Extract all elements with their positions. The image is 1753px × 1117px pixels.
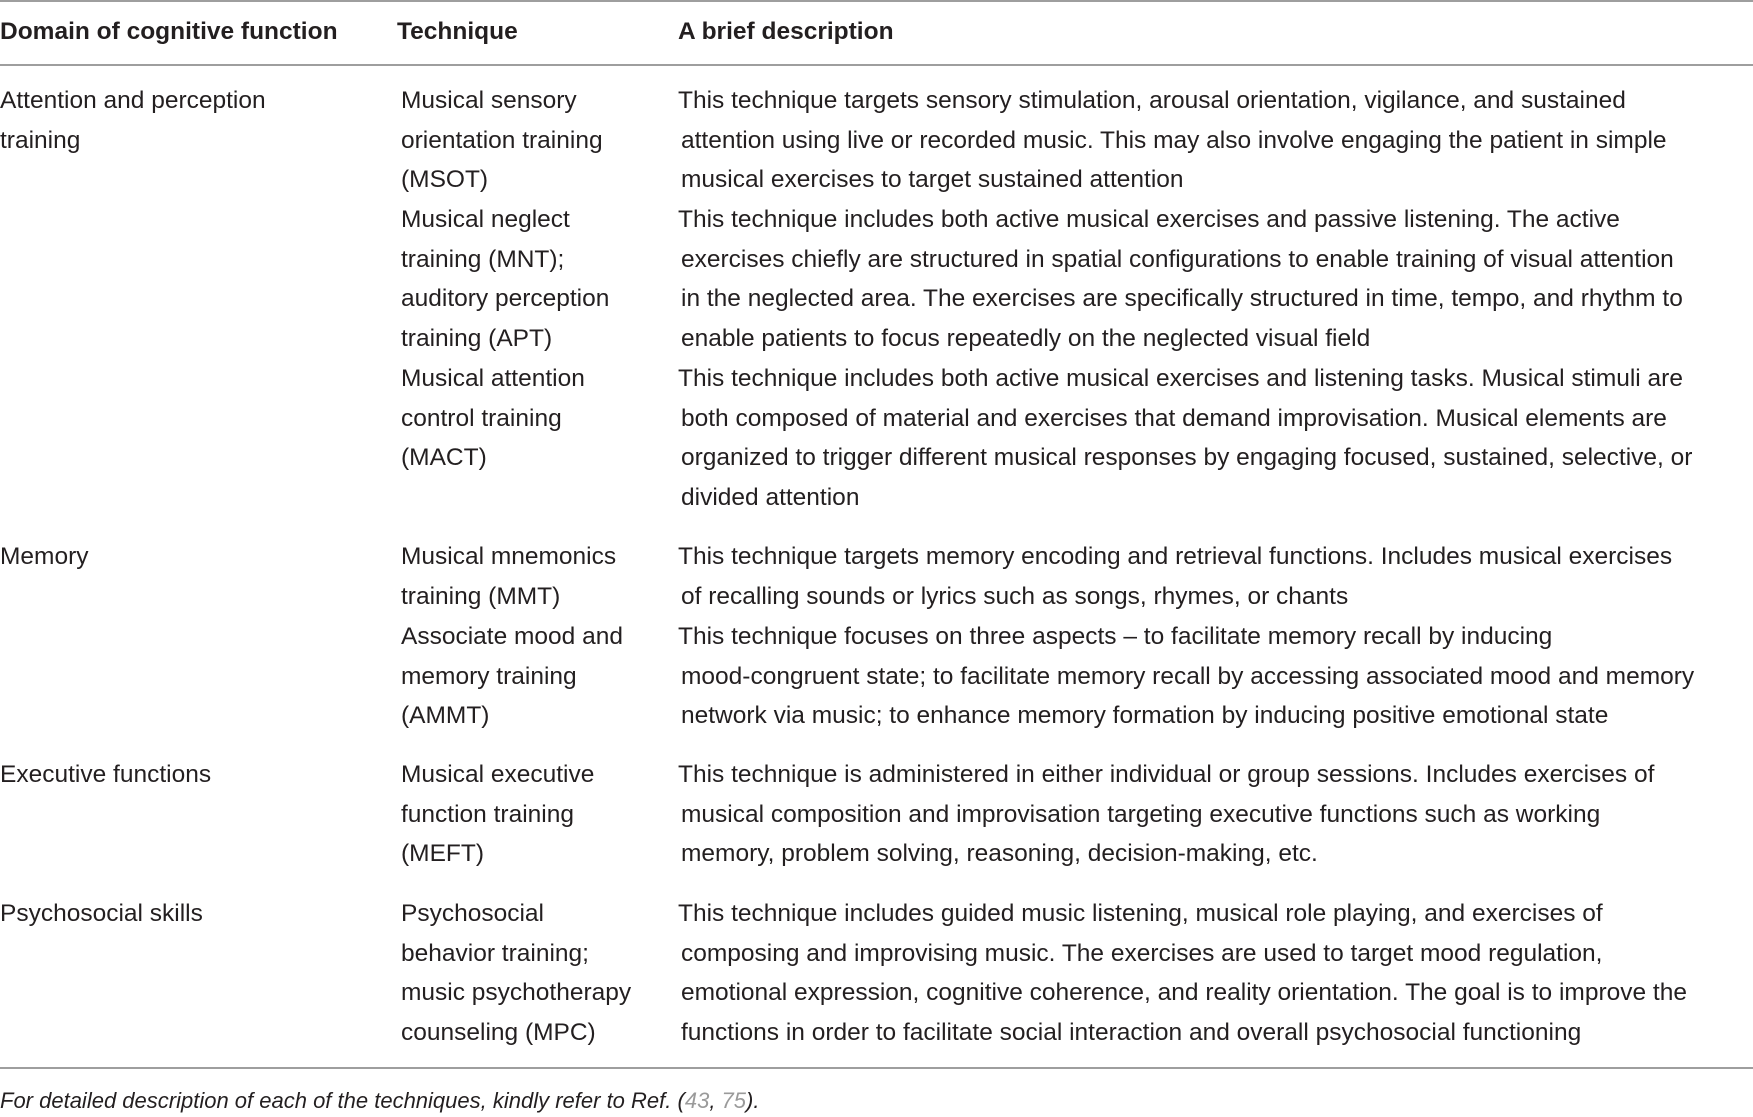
description-line: enable patients to focus repeatedly on the neglected visual field: [681, 325, 1371, 353]
footnote-text: For detailed description of each of the techniques, kindly refer to Ref. (: [0, 1088, 685, 1113]
header-technique: Technique: [397, 18, 518, 45]
description-line: This technique targets sensory stimulation, arousal orientation, vigilance, and sustained: [678, 87, 1626, 114]
description-line: emotional expression, cognitive coherence, and reality orientation. The goal is to improve the: [681, 979, 1687, 1007]
domain-line: Executive functions: [0, 761, 212, 788]
table-cell-description: [678, 359, 1692, 518]
description-line: composing and improvising music. The exercises are used to target mood regulation,: [681, 939, 1603, 967]
technique-line: counseling (MPC): [401, 1019, 596, 1047]
description-line: attention using live or recorded music. This may also involve engaging the patient in simple: [681, 126, 1667, 154]
description-line: This technique includes both active musical exercises and passive listening. The active: [678, 206, 1620, 233]
table-footnote: [0, 1087, 759, 1115]
technique-line: Musical executive: [401, 761, 595, 788]
table-cell-technique: [401, 537, 616, 616]
table-cell-description: [678, 894, 1687, 1053]
technique-line: auditory perception: [401, 285, 610, 313]
reference-link-43[interactable]: 43: [684, 1088, 710, 1113]
technique-line: Psychosocial: [401, 900, 544, 927]
table-cell-description: [678, 200, 1683, 359]
footnote-separator: ,: [709, 1088, 722, 1113]
description-line: exercises chiefly are structured in spatial configurations to enable training of visual attention: [681, 245, 1674, 273]
table-cell-technique: [401, 617, 623, 736]
description-line: This technique is administered in either individual or group sessions. Includes exercises of: [678, 761, 1655, 788]
domain-line: Attention and perception: [0, 87, 266, 114]
table-cell-description: [678, 537, 1672, 616]
technique-line: (MEFT): [401, 840, 484, 868]
technique-line: Associate mood and: [401, 623, 623, 650]
table-cell-domain: [0, 894, 203, 934]
description-line: both composed of material and exercises that demand improvisation. Musical elements are: [681, 404, 1667, 432]
description-line: divided attention: [681, 484, 860, 512]
header-description: A brief description: [678, 18, 894, 45]
table-cell-domain: [0, 537, 88, 577]
table-cell-domain: [0, 755, 211, 795]
table-header-rule: [0, 64, 1753, 66]
description-line: of recalling sounds or lyrics such as songs, rhymes, or chants: [681, 582, 1349, 610]
description-line: network via music; to enhance memory formation by inducing positive emotional state: [681, 702, 1609, 730]
description-line: This technique focuses on three aspects – to facilitate memory recall by inducing: [678, 623, 1553, 650]
reference-link-75[interactable]: 75: [721, 1088, 747, 1113]
technique-line: Musical attention: [401, 365, 585, 392]
technique-line: (MSOT): [401, 166, 489, 194]
table-cell-technique: [401, 755, 594, 874]
technique-line: training (MMT): [401, 582, 561, 610]
description-line: musical composition and improvisation targeting executive functions such as working: [681, 800, 1601, 828]
description-line: This technique includes both active musical exercises and listening tasks. Musical stimuli are: [678, 365, 1683, 392]
description-line: musical exercises to target sustained attention: [681, 166, 1184, 194]
description-line: functions in order to facilitate social interaction and overall psychosocial functioning: [681, 1019, 1582, 1047]
table-cell-description: [678, 81, 1667, 200]
technique-line: training (MNT);: [401, 245, 565, 273]
technique-line: memory training: [401, 662, 577, 690]
header-domain: Domain of cognitive function: [0, 18, 338, 45]
technique-line: function training: [401, 800, 574, 828]
technique-line: Musical neglect: [401, 206, 570, 233]
domain-line: training: [0, 126, 81, 154]
description-line: in the neglected area. The exercises are specifically structured in time, tempo, and rhythm to: [681, 285, 1683, 313]
technique-line: control training: [401, 404, 562, 432]
description-line: This technique targets memory encoding and retrieval functions. Includes musical exercises: [678, 543, 1673, 570]
table-cell-technique: [401, 359, 585, 478]
technique-line: Musical mnemonics: [401, 543, 617, 570]
description-line: This technique includes guided music listening, musical role playing, and exercises of: [678, 900, 1603, 927]
table-cell-technique: [401, 200, 609, 359]
description-line: memory, problem solving, reasoning, decision-making, etc.: [681, 840, 1318, 868]
technique-line: (AMMT): [401, 702, 490, 730]
table-cell-description: [678, 755, 1654, 874]
technique-line: music psychotherapy: [401, 979, 632, 1007]
table-cell-description: [678, 617, 1694, 736]
footnote-suffix: ).: [746, 1088, 760, 1113]
table-bottom-rule: [0, 1067, 1753, 1069]
table-cell-technique: [401, 81, 603, 200]
table-cell-domain: [0, 81, 266, 160]
description-line: mood-congruent state; to facilitate memory recall by accessing associated mood and memory: [681, 662, 1695, 690]
table-cell-technique: [401, 894, 631, 1053]
domain-line: Psychosocial skills: [0, 900, 203, 927]
table-header-row: [0, 0, 1753, 64]
technique-line: orientation training: [401, 126, 603, 154]
domain-line: Memory: [0, 543, 89, 570]
description-line: organized to trigger different musical responses by engaging focused, sustained, selective, or: [681, 444, 1693, 472]
technique-line: behavior training;: [401, 939, 589, 967]
technique-line: training (APT): [401, 325, 553, 353]
technique-line: Musical sensory: [401, 87, 577, 114]
technique-line: (MACT): [401, 444, 487, 472]
